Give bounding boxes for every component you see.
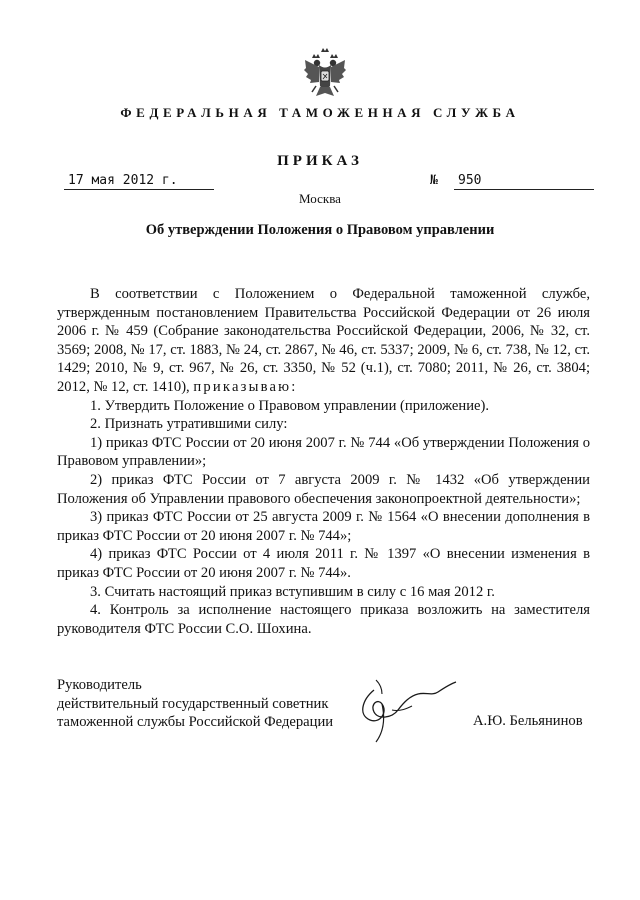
- order-number: 950: [454, 173, 594, 190]
- order-word: приказываю:: [193, 378, 298, 395]
- russian-coat-of-arms-icon: [302, 46, 348, 106]
- order-date: 17 мая 2012 г.: [64, 173, 214, 190]
- order-item: 1) приказ ФТС России от 20 июня 2007 г. № 744 «Об утверждении Положения о Правовом управлении»;: [57, 434, 590, 470]
- signer-name: А.Ю. Бельянинов: [473, 713, 583, 729]
- order-item: 4. Контроль за исполнение настоящего приказа возложить на заместителя руководителя ФТС России С.О. Шохина.: [57, 602, 590, 637]
- order-body: [57, 285, 590, 638]
- agency-name: ФЕДЕРАЛЬНАЯ ТАМОЖЕННАЯ СЛУЖБА: [120, 105, 520, 120]
- signer-block: [57, 676, 333, 732]
- signer-rank: действительный государственный советник: [57, 695, 329, 712]
- handwritten-signature: [352, 660, 462, 746]
- order-number-label: №: [430, 173, 438, 188]
- preamble-text: В соответствии с Положением о Федеральной таможенной службе, утвержденным постановлением Правительства Российской Федерации от 26 июля 2006 г. № 459 (Собрание законодательства Российской Федерации, 2006, № 32, ст. 3569; 2008, № 17, ст. 1883, № 24, ст. 2867, № 46, ст. 5337; 2009, № 6, ст. 738, № 12, ст. 1429; 2010, № 9, ст. 967, № 26, ст. 3350, № 52 (ч.1), ст. 7080; 2011, № 26, ст. 3804; 2012, № 12, ст. 1410),: [57, 286, 590, 395]
- order-item: 1. Утвердить Положение о Правовом управлении (приложение).: [90, 397, 490, 414]
- signer-rank-cont: таможенной службы Российской Федерации: [57, 714, 334, 731]
- order-item: 3) приказ ФТС России от 25 августа 2009 г. № 1564 «О внесении дополнения в приказ ФТС России от 20 июня 2007 г. № 744»;: [57, 509, 590, 544]
- order-item: 2) приказ ФТС России от 7 августа 2009 г. № 1432 «Об утверждении Положения об Управлении правового обеспечения законопроектной деятельности»;: [57, 471, 590, 507]
- order-item: 2. Признать утратившими силу:: [90, 416, 288, 433]
- preamble-paragraph: [57, 285, 590, 397]
- order-item: 4) приказ ФТС России от 4 июля 2011 г. № 1397 «О внесении изменения в приказ ФТС России от 20 июня 2007 г. № 744».: [57, 546, 590, 581]
- order-subject: Об утверждении Положения о Правовом управлении: [145, 222, 495, 238]
- order-item: 3. Считать настоящий приказ вступившим в силу с 16 мая 2012 г.: [90, 583, 495, 600]
- signer-position: Руководитель: [57, 677, 142, 693]
- document-type: ПРИКАЗ: [277, 153, 363, 169]
- issue-city: Москва: [299, 191, 341, 206]
